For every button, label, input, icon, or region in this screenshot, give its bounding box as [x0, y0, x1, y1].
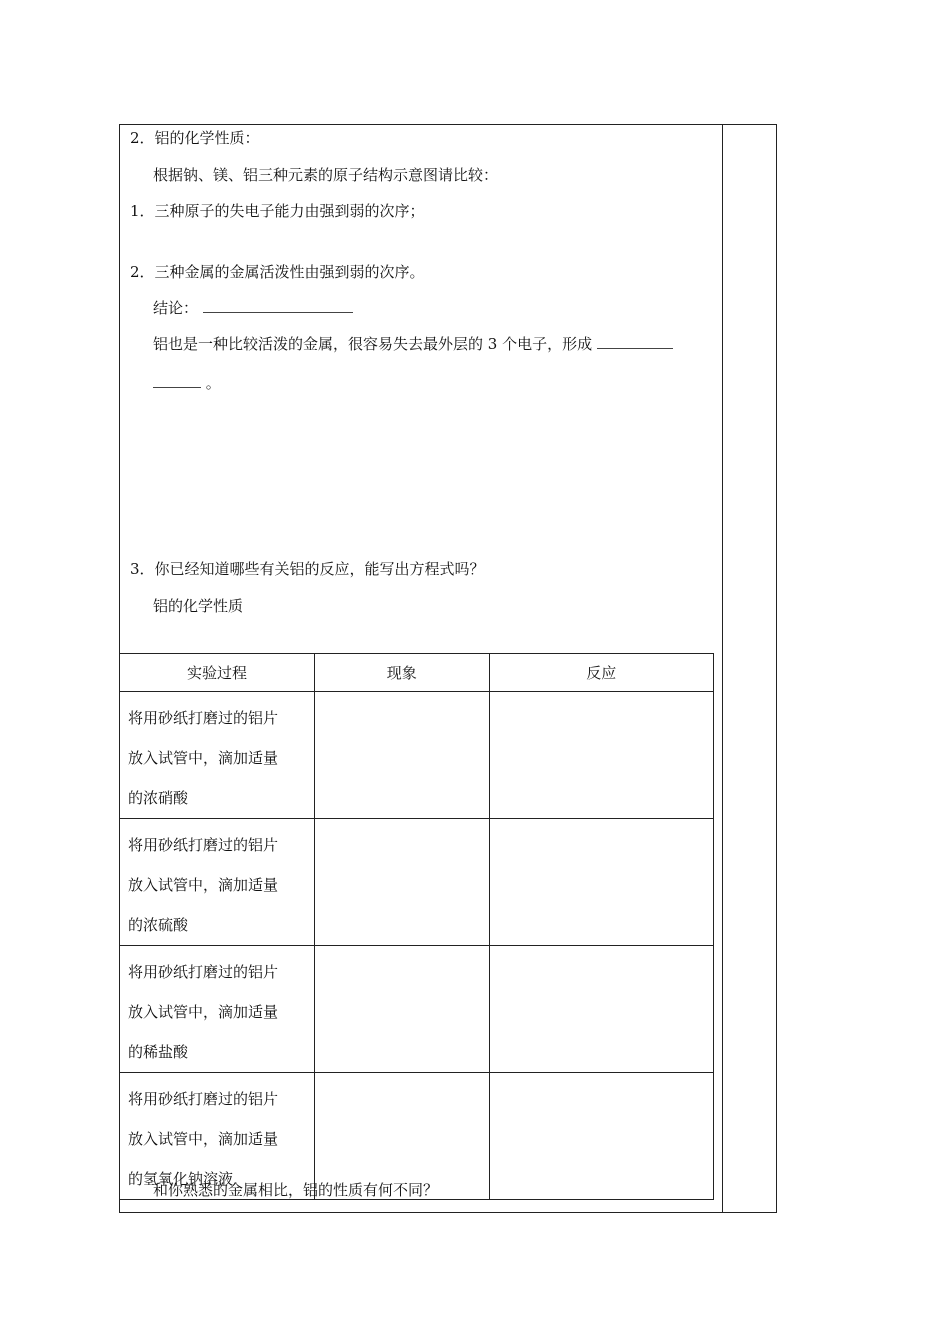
phenomenon-cell[interactable]	[314, 692, 489, 819]
header-procedure: 实验过程	[120, 654, 315, 692]
aluminum-ion-blank-part2[interactable]	[153, 373, 201, 388]
phenomenon-cell[interactable]	[314, 819, 489, 946]
procedure-line: 的稀盐酸	[128, 1043, 189, 1061]
reaction-cell[interactable]	[489, 946, 713, 1073]
header-phenomenon: 现象	[314, 654, 489, 692]
reaction-cell[interactable]	[489, 819, 713, 946]
header-reaction: 反应	[489, 654, 713, 692]
procedure-line: 的浓硝酸	[128, 789, 189, 807]
aluminum-sentence-cont	[153, 373, 221, 393]
question-2: 2．三种金属的金属活泼性由强到弱的次序。	[130, 263, 425, 281]
aluminum-sentence-text: 铝也是一种比较活泼的金属，很容易失去最外层的 3 个电子，形成	[153, 335, 593, 353]
question-1: 1．三种原子的失电子能力由强到弱的次序；	[130, 202, 425, 220]
reaction-cell[interactable]	[489, 1073, 713, 1200]
section-3-subtitle: 铝的化学性质	[153, 597, 244, 615]
section-2-heading: 2．铝的化学性质：	[130, 129, 260, 147]
procedure-line: 将用砂纸打磨过的铝片	[128, 709, 279, 727]
aluminum-sentence-end: 。	[205, 374, 221, 392]
table-row	[120, 692, 714, 819]
table-row	[120, 946, 714, 1073]
procedure-line: 的氢氧化钠溶液	[128, 1170, 234, 1188]
closing-question: 和你熟悉的金属相比，铝的性质有何不同？	[153, 1181, 439, 1199]
section-3-heading: 3．你已经知道哪些有关铝的反应，能写出方程式吗？	[130, 560, 485, 578]
procedure-cell	[120, 692, 315, 819]
experiment-table	[119, 653, 714, 1200]
phenomenon-cell[interactable]	[314, 946, 489, 1073]
procedure-cell	[120, 819, 315, 946]
procedure-line: 将用砂纸打磨过的铝片	[128, 1090, 279, 1108]
reaction-cell[interactable]	[489, 692, 713, 819]
conclusion-blank[interactable]	[203, 298, 353, 313]
procedure-line: 放入试管中，滴加适量	[128, 749, 279, 767]
procedure-cell	[120, 946, 315, 1073]
margin-column-divider	[722, 124, 723, 1213]
conclusion-line	[153, 298, 353, 318]
section-2-intro: 根据钠、镁、铝三种元素的原子结构示意图请比较：	[153, 166, 499, 184]
aluminum-sentence	[153, 334, 673, 354]
procedure-line: 放入试管中，滴加适量	[128, 1130, 279, 1148]
procedure-line: 放入试管中，滴加适量	[128, 1003, 279, 1021]
procedure-line: 将用砂纸打磨过的铝片	[128, 836, 279, 854]
procedure-line: 将用砂纸打磨过的铝片	[128, 963, 279, 981]
conclusion-label: 结论：	[153, 299, 199, 317]
aluminum-ion-blank-part1[interactable]	[597, 334, 673, 349]
table-row	[120, 819, 714, 946]
procedure-line: 的浓硫酸	[128, 916, 189, 934]
procedure-line: 放入试管中，滴加适量	[128, 876, 279, 894]
